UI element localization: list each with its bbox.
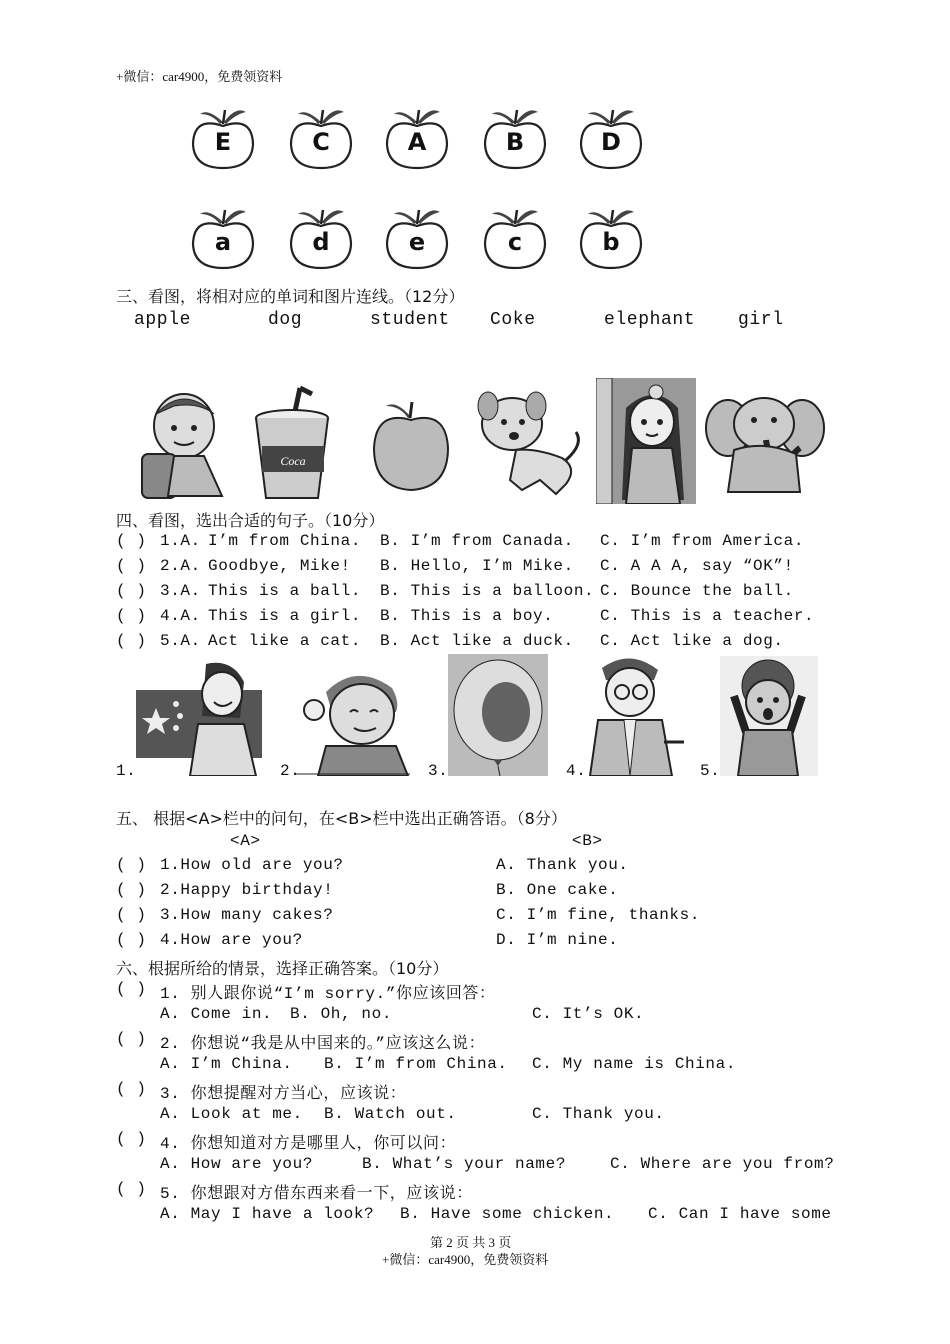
option-c: C. Can I have some bbox=[648, 1205, 832, 1223]
option-b: B. I’m from China. bbox=[324, 1055, 508, 1073]
apple-letter: a bbox=[214, 228, 232, 256]
option-b: B. This is a balloon. bbox=[380, 582, 595, 600]
option-b: B. Watch out. bbox=[324, 1105, 457, 1123]
option-c: C. Where are you from? bbox=[610, 1155, 835, 1173]
upper-apple-D[interactable] bbox=[578, 106, 644, 170]
question-number: 2.A. bbox=[160, 557, 201, 575]
upper-apple-C[interactable] bbox=[288, 106, 354, 170]
answer-blank[interactable]: ( ) bbox=[116, 582, 147, 600]
picture-label-3: 3. bbox=[428, 762, 449, 780]
question-text: 5. 你想跟对方借东西来看一下，应该说： bbox=[160, 1185, 473, 1203]
word-apple[interactable]: apple bbox=[134, 310, 192, 330]
section6-title: 六、根据所给的情景，选择正确答案。（10分） bbox=[116, 959, 449, 978]
section3-title: 三、看图，将相对应的单词和图片连线。（12分） bbox=[116, 287, 465, 306]
option-b: B. I’m from Canada. bbox=[380, 532, 574, 550]
answer-blank[interactable]: ( ) bbox=[116, 856, 147, 874]
lower-apple-a[interactable] bbox=[190, 206, 256, 270]
question-text: 1. 别人跟你说“I’m sorry.”你应该回答： bbox=[160, 985, 496, 1003]
apple-letter: E bbox=[214, 128, 232, 156]
answer-option: D. I’m nine. bbox=[496, 931, 619, 949]
header-note: +微信：car4900，免费领资料 bbox=[116, 69, 283, 84]
option-b: B. Hello, I’m Mike. bbox=[380, 557, 574, 575]
answer-blank[interactable]: ( ) bbox=[116, 906, 147, 924]
picture-label-1: 1. bbox=[116, 762, 137, 780]
word-student[interactable]: student bbox=[370, 310, 450, 330]
answer-blank[interactable]: ( ) bbox=[116, 1080, 147, 1098]
upper-apple-A[interactable] bbox=[384, 106, 450, 170]
option-a: Goodbye, Mike! bbox=[208, 557, 351, 575]
option-c: C. A A A, say “OK”! bbox=[600, 557, 794, 575]
answer-blank[interactable]: ( ) bbox=[116, 1030, 147, 1048]
question-text: 2.Happy birthday! bbox=[160, 881, 334, 899]
column-b-header: <B> bbox=[572, 832, 603, 850]
question-text: 3.How many cakes? bbox=[160, 906, 334, 924]
question-text: 3. 你想提醒对方当心，应该说： bbox=[160, 1085, 407, 1103]
ok-boy-picture[interactable] bbox=[296, 662, 410, 776]
answer-option: B. One cake. bbox=[496, 881, 619, 899]
lower-apple-c[interactable] bbox=[482, 206, 548, 270]
apple-letter: c bbox=[507, 228, 523, 256]
answer-blank[interactable]: ( ) bbox=[116, 931, 147, 949]
option-b: B. This is a boy. bbox=[380, 607, 554, 625]
elephant-picture[interactable] bbox=[704, 390, 828, 500]
option-a: A. Come in. bbox=[160, 1005, 273, 1023]
picture-label-5: 5. bbox=[700, 762, 721, 780]
picture-label-4: 4. bbox=[566, 762, 587, 780]
option-c: C. Bounce the ball. bbox=[600, 582, 794, 600]
girl-picture[interactable] bbox=[596, 378, 696, 504]
word-dog[interactable]: dog bbox=[268, 310, 303, 330]
picture-label-2: 2. bbox=[280, 762, 301, 780]
option-c: C. It’s OK. bbox=[532, 1005, 645, 1023]
apple-letter: e bbox=[408, 228, 426, 256]
option-b: B. Oh, no. bbox=[290, 1005, 393, 1023]
question-text: 2. 你想说“我是从中国来的。”应该这么说： bbox=[160, 1035, 486, 1053]
option-c: C. My name is China. bbox=[532, 1055, 737, 1073]
option-c: C. Thank you. bbox=[532, 1105, 665, 1123]
option-c: C. This is a teacher. bbox=[600, 607, 815, 625]
question-number: 5.A. bbox=[160, 632, 201, 650]
option-a: A. I’m China. bbox=[160, 1055, 293, 1073]
apple-letter: A bbox=[407, 128, 427, 156]
lower-apple-d[interactable] bbox=[288, 206, 354, 270]
apple-letter: b bbox=[602, 228, 620, 256]
question-number: 3.A. bbox=[160, 582, 201, 600]
answer-blank[interactable]: ( ) bbox=[116, 632, 147, 650]
question-number: 4.A. bbox=[160, 607, 201, 625]
upper-apple-B[interactable] bbox=[482, 106, 548, 170]
option-a: A. Look at me. bbox=[160, 1105, 303, 1123]
question-text: 4. 你想知道对方是哪里人，你可以问： bbox=[160, 1135, 457, 1153]
column-a-header: <A> bbox=[230, 832, 261, 850]
apple-letter: d bbox=[312, 228, 330, 256]
answer-blank[interactable]: ( ) bbox=[116, 607, 147, 625]
option-a: I’m from China. bbox=[208, 532, 362, 550]
section4-title: 四、看图，选出合适的句子。（10分） bbox=[116, 511, 385, 530]
question-text: 4.How are you? bbox=[160, 931, 303, 949]
balloon-picture[interactable] bbox=[448, 654, 548, 776]
answer-blank[interactable]: ( ) bbox=[116, 1130, 147, 1148]
option-b: B. Have some chicken. bbox=[400, 1205, 615, 1223]
lower-apple-e[interactable] bbox=[384, 206, 450, 270]
answer-blank[interactable]: ( ) bbox=[116, 532, 147, 550]
word-elephant[interactable]: elephant bbox=[604, 310, 696, 330]
answer-blank[interactable]: ( ) bbox=[116, 980, 147, 998]
svg-text:Coca: Coca bbox=[280, 454, 306, 468]
option-a: Act like a cat. bbox=[208, 632, 362, 650]
word-girl[interactable]: girl bbox=[738, 310, 784, 330]
coke-cup-picture[interactable] bbox=[250, 386, 334, 504]
lower-apple-b[interactable] bbox=[578, 206, 644, 270]
footer-note: +微信：car4900，免费领资料 bbox=[382, 1252, 549, 1267]
option-a: This is a ball. bbox=[208, 582, 362, 600]
teacher-picture[interactable] bbox=[584, 652, 684, 776]
option-b: B. What’s your name? bbox=[362, 1155, 567, 1173]
word-coke[interactable]: Coke bbox=[490, 310, 536, 330]
apple-letter: B bbox=[505, 128, 525, 156]
answer-blank[interactable]: ( ) bbox=[116, 557, 147, 575]
boy-act-picture[interactable] bbox=[720, 656, 818, 776]
dog-picture[interactable] bbox=[466, 384, 586, 502]
answer-option: A. Thank you. bbox=[496, 856, 629, 874]
option-c: C. I’m from America. bbox=[600, 532, 805, 550]
apple-letter: D bbox=[601, 128, 621, 156]
option-b: B. Act like a duck. bbox=[380, 632, 574, 650]
apple-letter: C bbox=[312, 128, 330, 156]
option-a: A. May I have a look? bbox=[160, 1205, 375, 1223]
upper-apple-E[interactable] bbox=[190, 106, 256, 170]
answer-blank[interactable]: ( ) bbox=[116, 1180, 147, 1198]
china-girl-picture[interactable] bbox=[136, 658, 262, 776]
answer-blank[interactable]: ( ) bbox=[116, 881, 147, 899]
option-c: C. Act like a dog. bbox=[600, 632, 784, 650]
question-number: 1.A. bbox=[160, 532, 201, 550]
boy-student-picture[interactable] bbox=[134, 384, 234, 504]
apple-picture[interactable] bbox=[366, 396, 456, 496]
page-number: 第 2 页 共 3 页 bbox=[430, 1235, 512, 1250]
option-a: This is a girl. bbox=[208, 607, 362, 625]
option-a: A. How are you? bbox=[160, 1155, 314, 1173]
question-text: 1.How old are you? bbox=[160, 856, 344, 874]
section5-title: 五、 根据<A>栏中的问句，在<B>栏中选出正确答语。（8分） bbox=[116, 809, 567, 828]
answer-option: C. I’m fine, thanks. bbox=[496, 906, 701, 924]
